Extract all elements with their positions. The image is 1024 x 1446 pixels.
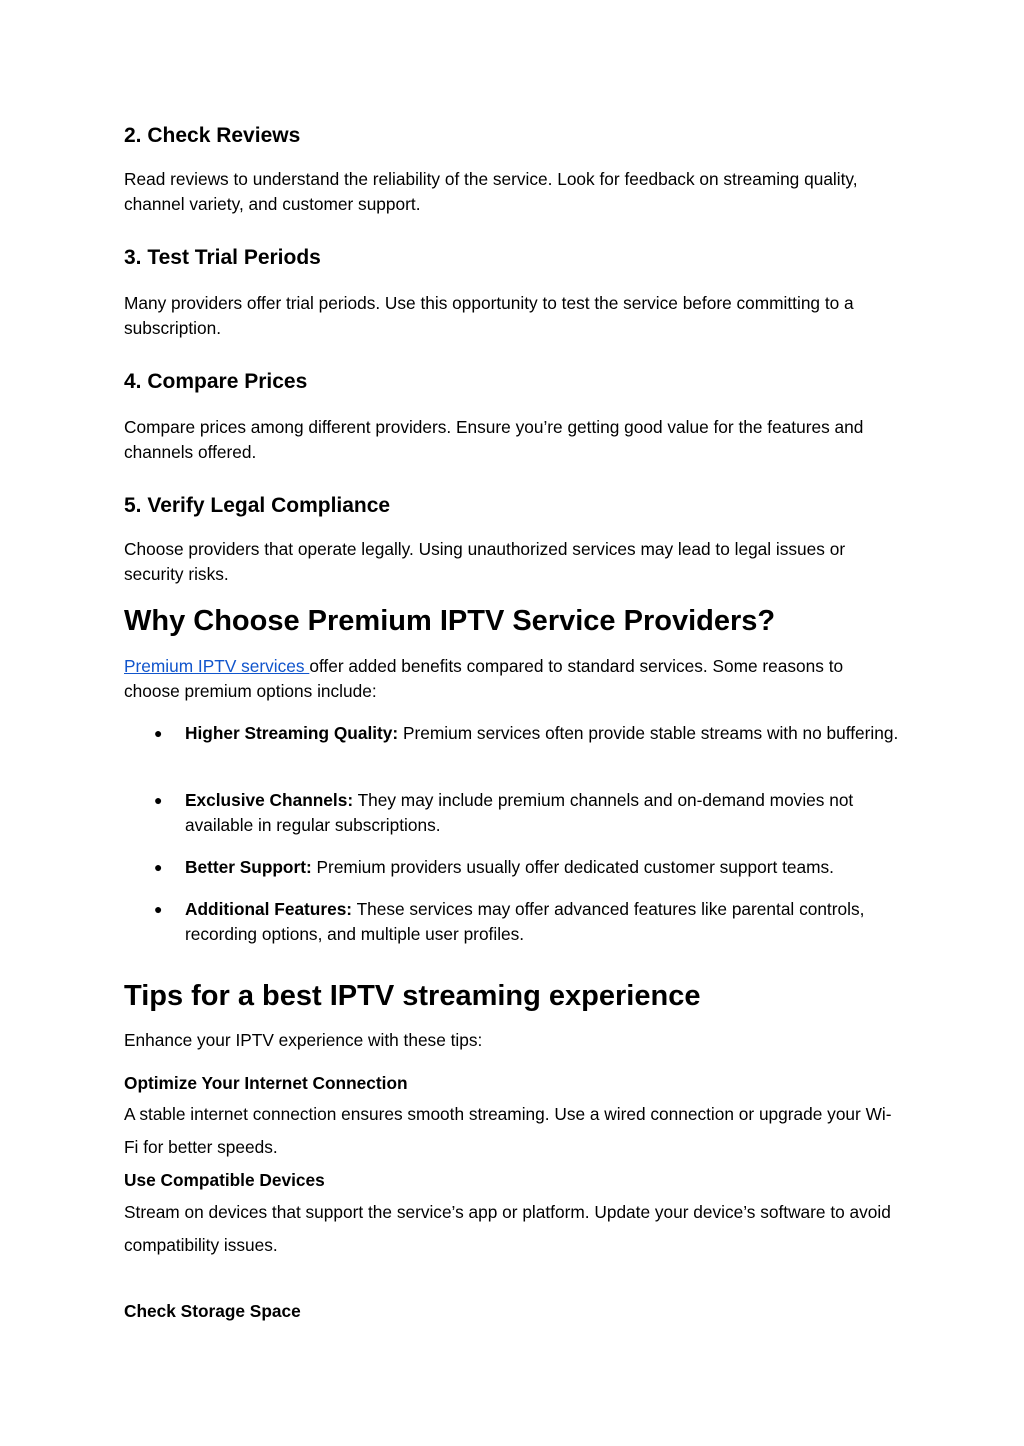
section-text-verify-legal: Choose providers that operate legally. Using unauthorized services may lead to legal issues or security risks. [124,539,846,584]
section-text-check-reviews: Read reviews to understand the reliability of the service. Look for feedback on streaming quality, channel variety, and customer support. [124,169,858,214]
bullet-label: Better Support: [185,857,312,877]
bullet-text: These services may offer advanced features like parental controls, recording options, and multiple user profiles. [185,899,865,944]
bullet-icon: ● [154,792,163,808]
tips-intro: Enhance your IPTV experience with these tips: [124,1030,483,1050]
bullet-label: Exclusive Channels: [185,790,354,810]
premium-title: Why Choose Premium IPTV Service Providers? [124,605,776,637]
bullet-icon: ● [154,901,163,917]
premium-intro-text: offer added benefits compared to standard services. Some reasons to choose premium options include: [124,656,844,701]
section-heading-check-reviews: 2. Check Reviews [124,124,301,147]
tip-heading-internet: Optimize Your Internet Connection [124,1073,408,1093]
bullet-icon: ● [154,859,163,875]
bullet-icon: ● [154,725,163,741]
bullet-label: Higher Streaming Quality: [185,723,399,743]
bullet-text: Premium services often provide stable streams with no buffering. [398,723,899,743]
tip-text-internet: A stable internet connection ensures smooth streaming. Use a wired connection or upgrade your Wi-Fi for better speeds. [124,1104,892,1157]
section-heading-verify-legal: 5. Verify Legal Compliance [124,494,391,517]
tips-title: Tips for a best IPTV streaming experience [124,980,701,1012]
section-text-compare-prices: Compare prices among different providers. Ensure you’re getting good value for the features and channels offered. [124,417,864,462]
bullet-text: They may include premium channels and on-demand movies not available in regular subscriptions. [185,790,854,835]
section-text-test-trial-periods: Many providers offer trial periods. Use this opportunity to test the service before committing to a subscription. [124,293,854,338]
bullet-text: Premium providers usually offer dedicated customer support teams. [311,857,834,877]
premium-intro [124,654,900,704]
premium-iptv-link[interactable]: Premium IPTV services [124,656,310,676]
tip-heading-storage: Check Storage Space [124,1301,301,1321]
section-heading-test-trial-periods: 3. Test Trial Periods [124,246,321,269]
tip-heading-devices: Use Compatible Devices [124,1170,325,1190]
bullet-label: Additional Features: [185,899,353,919]
section-heading-compare-prices: 4. Compare Prices [124,370,308,393]
tip-text-devices: Stream on devices that support the service’s app or platform. Update your device’s software to avoid compatibility issues. [124,1202,891,1255]
